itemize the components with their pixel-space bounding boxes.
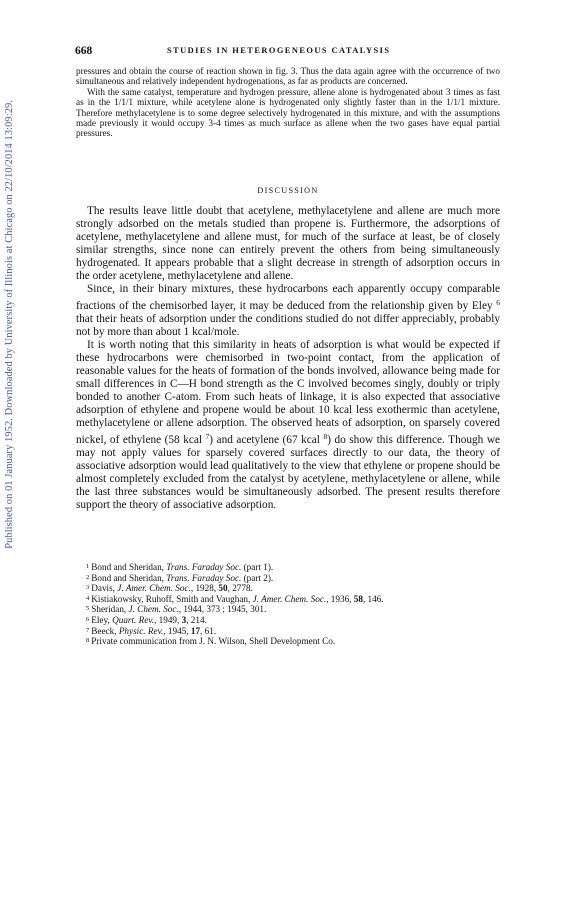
reference-item: $^5$ Sheridan, J. Chem. Soc., 1944, 373 ; 1945, 301.	[86, 604, 267, 615]
citation-7: 7	[205, 432, 210, 441]
references-list	[86, 562, 486, 647]
provenance-text: Published on 01 January 1952. Downloaded by University of Illinois at Chicago on 22/10/2014 13:09:29.	[4, 100, 15, 549]
reference-item: $^2$ Bond and Sheridan, Trans. Faraday Soc. (part 2).	[86, 572, 274, 583]
citation-6: 6	[496, 298, 500, 307]
reference-item: $^4$ Kistiakowsky, Ruhoff, Smith and Vaughan, J. Amer. Chem. Soc., 1936, 58, 146.	[86, 593, 384, 604]
intro-text	[76, 66, 500, 139]
reference-item: $^8$ Private communication from J. N. Wilson, Shell Development Co.	[86, 636, 336, 647]
reference-item: $^6$ Eley, Quart. Rev., 1949, 3, 214.	[86, 614, 207, 625]
running-head: STUDIES IN HETEROGENEOUS CATALYSIS	[167, 46, 391, 55]
reference-item: $^1$ Bond and Sheridan, Trans. Faraday Soc. (part 1).	[86, 562, 274, 572]
discussion-paragraph-3: It is worth noting that this similarity in heats of adsorption is what would be expected if these hydrocarbons were chemisorbed in two-point contact, from the application of reasonable values for the heats of formation of the bonds involved, allowance being made for small differences in C—H bond strength as the C involved becomes singly, doubly or triply bonded to another C-atom. From such heats of linkage, it is also expected that associative adsorption of ethylene and propene would be about 10 kcal less exothermic than acetylene, methylacetylene or allene adsorption. The observed heats of adsorption, on sparsely covered nickel, of ethylene (58 kcal $^7$) and acetylene (67 kcal $^8$) do show this difference. Though we may not apply values for sparsely covered surfaces directly to our data, the theory of associative adsorption would lead qualitatively to the view that ethylene or propene should be almost completely excluded from the catalyst by acetylene, methylacetylene or allene, while the last three substances would be simultaneously adsorbed. The present results therefore support the theory of associative adsorption.	[76, 339, 500, 511]
discussion-paragraph-1: The results leave little doubt that acetylene, methylacetylene and allene are much more strongly adsorbed on the metals studied than propene is. Furthermore, the adsorptions of acetylene, methylacetylene and allene must, for much of the surface at least, be of closely similar strengths, since none can entirely prevent the others from being simultaneously hydrogenated. It appears probable that a slight decrease in strength of adsorption occurs in the order acetylene, methylacetylene and allene.	[76, 205, 500, 282]
intro-paragraph-2: With the same catalyst, temperature and hydrogen pressure, allene alone is hydrogenated about 3 times as fast as in the 1/1/1 mixture, while acetylene alone is hydrogenated only slightly faster than in the 1/1/1 mixture. Therefore methylacetylene is to some degree selectively hydrogenated in this mixture, and with the assumptions made previously it would occupy 3-4 times as much surface as allene when the two gases have equal partial pressures.	[76, 86, 500, 139]
reference-item: $^3$ Davis, J. Amer. Chem. Soc., 1928, 50, 2778.	[86, 583, 253, 594]
discussion-text	[76, 205, 500, 512]
intro-paragraph-1: pressures and obtain the course of reaction shown in fig. 3. Thus the data again agree with the occurrence of two simultaneous and relatively independent hydrogenations, as far as products are concerned.	[76, 66, 500, 87]
page-header	[75, 45, 505, 59]
citation-8: 8	[323, 432, 328, 441]
reference-item: $^7$ Beeck, Physic. Rev., 1945, 17, 61.	[86, 625, 217, 636]
section-heading: DISCUSSION	[257, 186, 319, 195]
provenance-sidebar	[4, 100, 18, 600]
discussion-paragraph-2: Since, in their binary mixtures, these hydrocarbons each apparently occupy comparable fractions of the chemisorbed layer, it may be deduced from the relationship given by Eley $^6$ that their heats of adsorption under the conditions studied do not differ appreciably, probably not by more than about 1 kcal/mole.	[76, 283, 500, 338]
page-number: 668	[75, 45, 93, 57]
